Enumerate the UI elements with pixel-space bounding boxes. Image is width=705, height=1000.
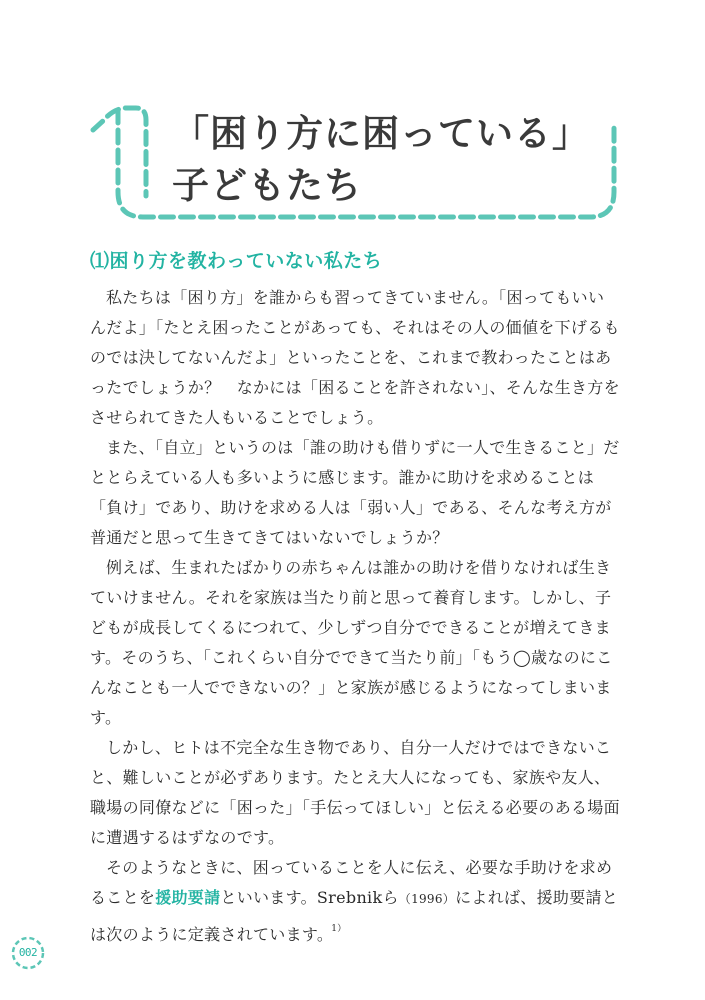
paragraph-5-part2: といいます。Srebnikら: [220, 888, 399, 907]
page-number-badge: [10, 935, 46, 971]
footnote-reference[interactable]: 1）: [331, 924, 347, 934]
chapter-title-line1: 「困り方に困っている」: [172, 112, 590, 155]
paragraph-5-part3: によれば、援助要請とは次のように定義されています。: [90, 888, 619, 944]
chapter-title-line2: 子どもたち: [172, 164, 362, 207]
paragraph-5: [90, 853, 620, 950]
paragraph-4: しかし、ヒトは不完全な生き物であり、自分一人だけではできないこと、難しいことが必ずあります。たとえ大人になっても、家族や友人、職場の同僚などに「困った」「手伝ってほしい」と伝える必要のある場面に遭遇するはずなのです。: [90, 738, 620, 847]
paragraph-3: 例えば、生まれたばかりの赤ちゃんは誰かの助けを借りなければ生きていけません。それを家族は当たり前と思って養育します。しかし、子どもが成長してくるにつれて、少しずつ自分でできることが増えてきます。そのうち、「これくらい自分でできて当たり前」「もう◯歳なのにこんなことも一人でできないの？」と家族が感じるようになってしまいます。: [90, 558, 613, 727]
body-text: [90, 283, 620, 950]
paragraph-5-part1: そのようなときに、困っていることを人に伝え、必要な手助けを求めることを: [90, 858, 613, 907]
paragraph-1: 私たちは「困り方」を誰からも習ってきていません。「困ってもいいんだよ」「たとえ困ったことがあっても、それはその人の価値を下げるものでは決してないんだよ」といったことを、これまで教わったことはあったでしょうか？ なかには「困ることを許されない」、そんな生き方をさせられてきた人もいることでしょう。: [90, 288, 620, 427]
page-number: 002: [18, 946, 38, 959]
section-heading: ⑴困り方を教わっていない私たち: [90, 250, 383, 272]
citation-year: （1996）: [398, 892, 456, 906]
term-help-seeking: 援助要請: [155, 888, 221, 907]
chapter-title: [172, 108, 590, 212]
paragraph-2: また、「自立」というのは「誰の助けも借りずに一人で生きること」だととらえている人も多いように感じます。誰かに助けを求めることは「負け」であり、助けを求める人は「弱い人」である、そんな考え方が普通だと思って生きてきてはいないでしょうか？: [90, 438, 620, 547]
